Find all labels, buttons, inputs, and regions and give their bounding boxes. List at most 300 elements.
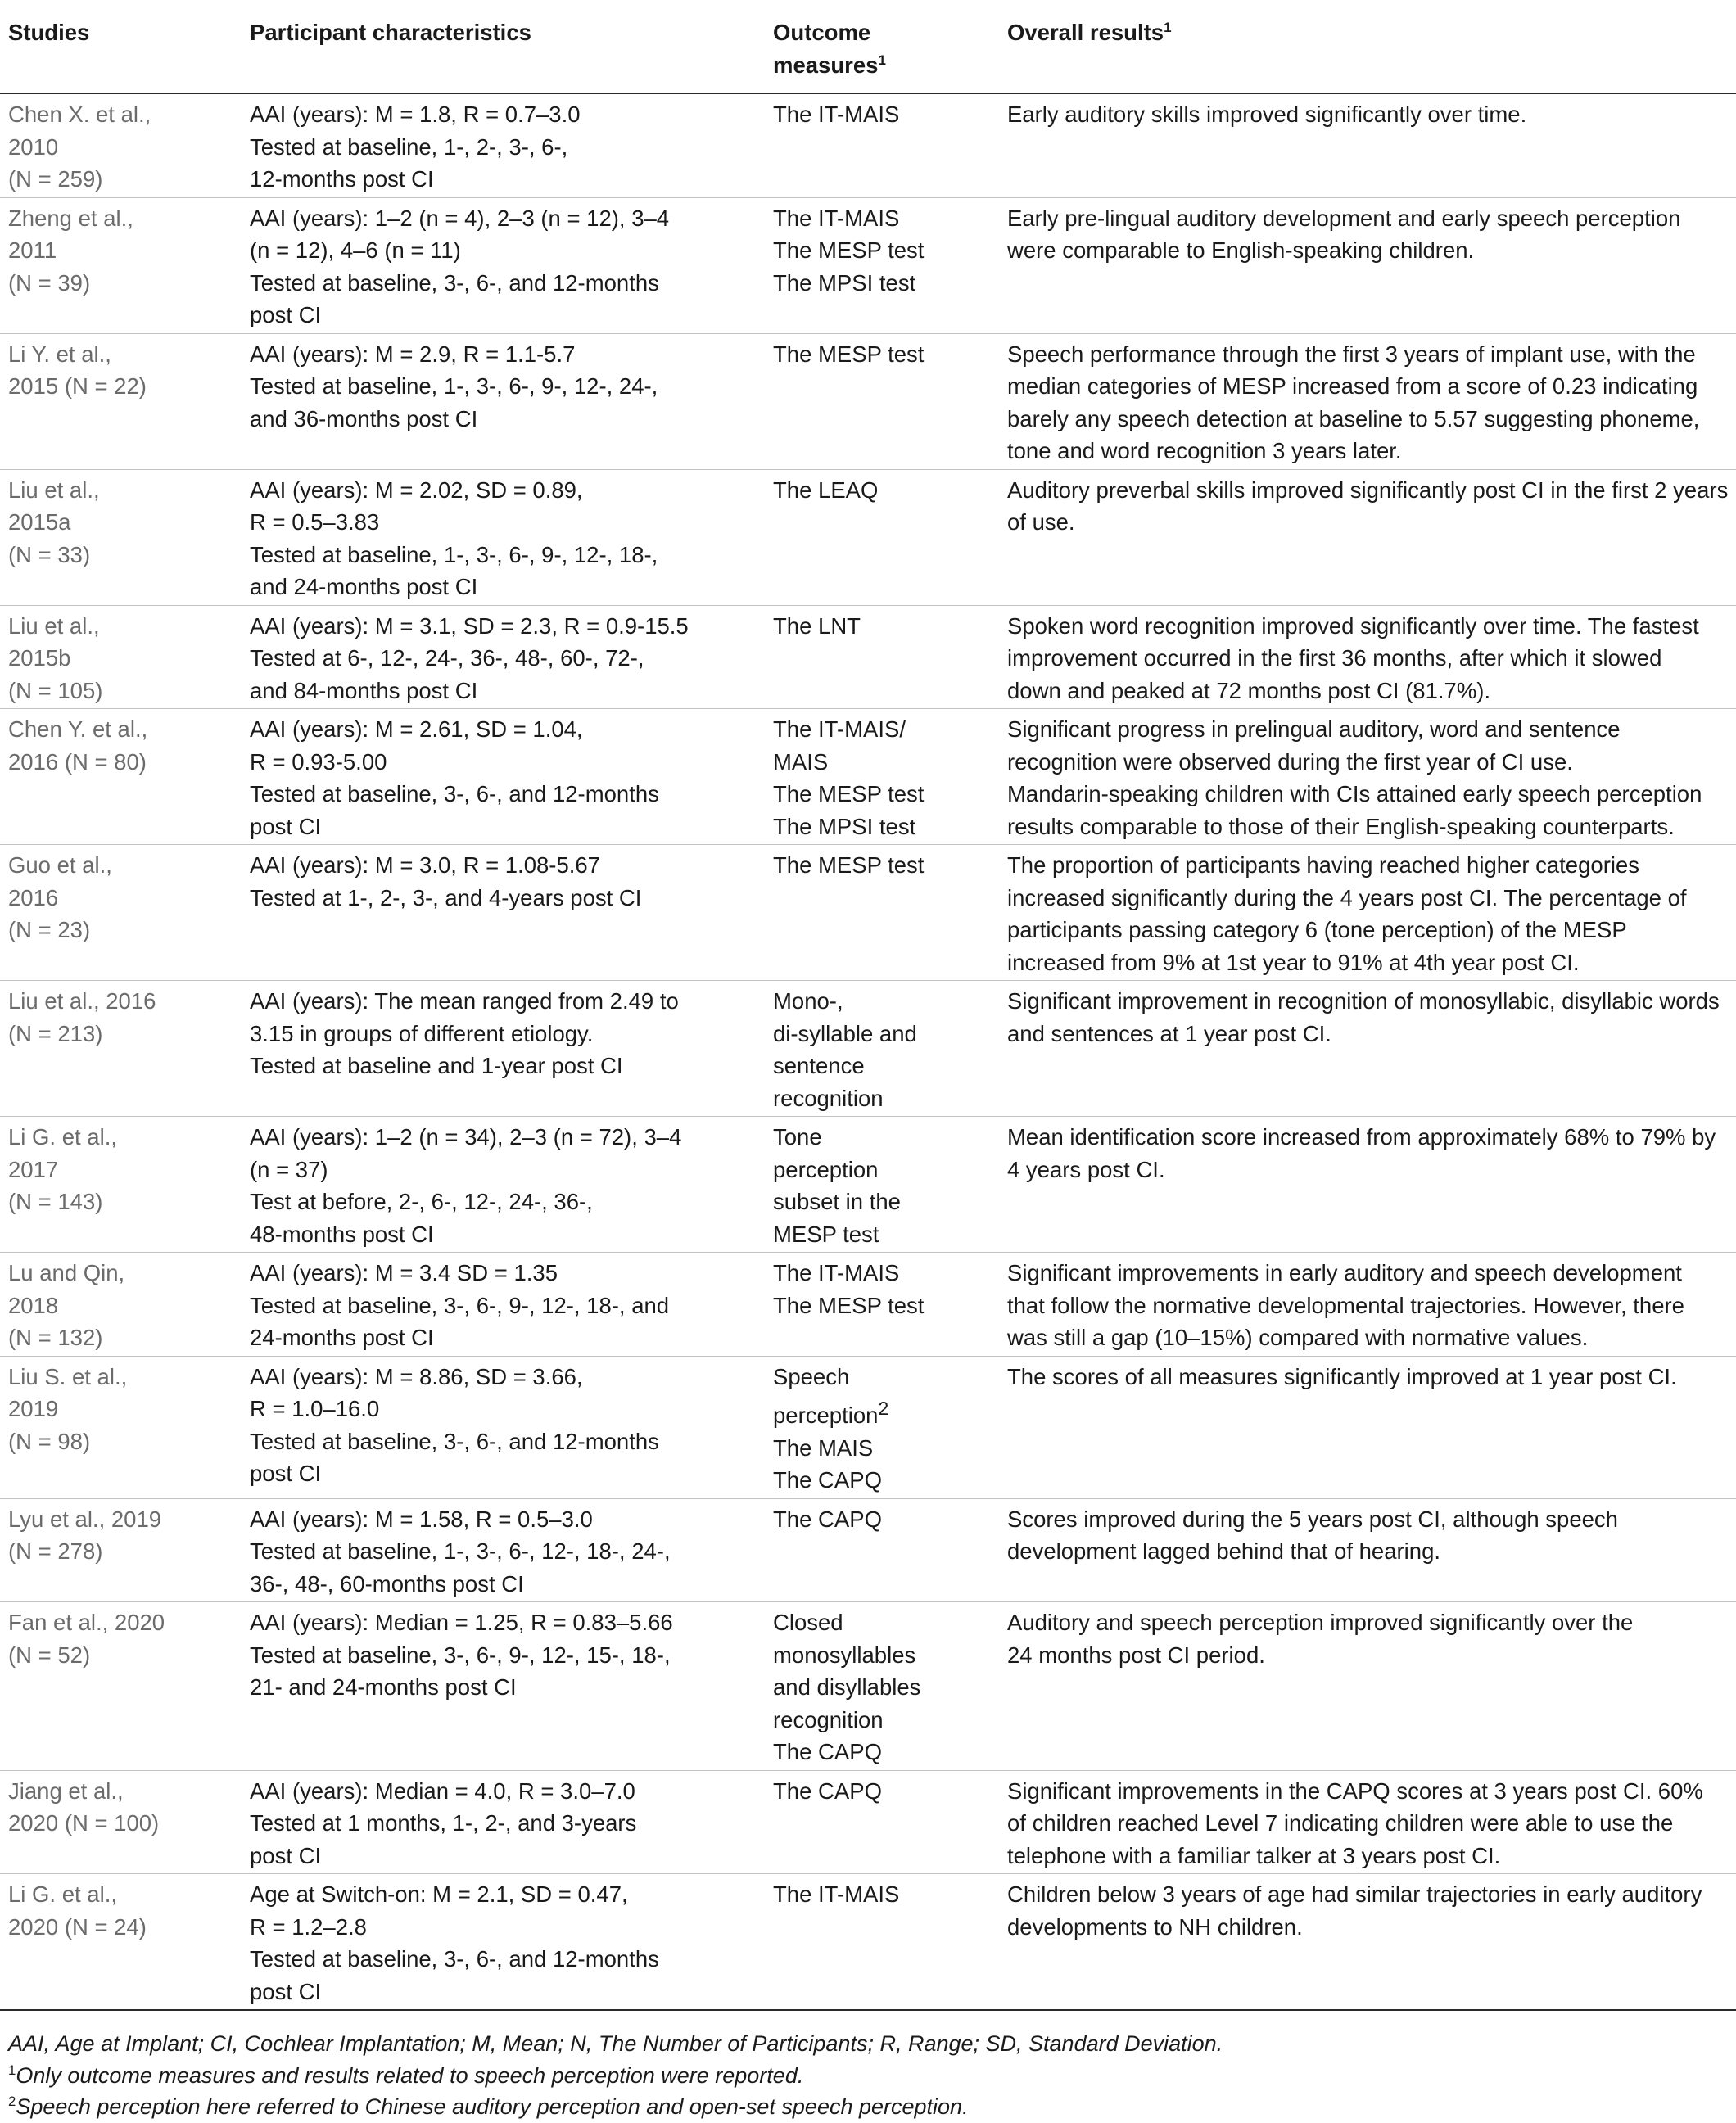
outcome-measures-line (773, 713, 999, 746)
participant-characteristics-text: and 84-months post CI (250, 677, 478, 703)
outcome-measures-line (773, 1704, 999, 1737)
outcome-measures-text: The CAPQ (773, 1739, 882, 1765)
study-citation-cell (0, 1602, 242, 1771)
participant-characteristics-text: R = 1.0–16.0 (250, 1396, 380, 1421)
participant-characteristics-text: AAI (years): M = 2.9, R = 1.1-5.7 (250, 341, 576, 367)
study-citation-line (8, 1321, 242, 1354)
overall-results-text: Mandarin-speaking children with CIs attained early speech perception (1007, 781, 1702, 806)
overall-results-text: Auditory and speech perception improved significantly over the (1007, 1610, 1634, 1636)
participant-characteristics-cell (242, 197, 765, 333)
participant-characteristics-line (250, 539, 765, 571)
study-citation-cell (0, 1770, 242, 1874)
study-citation-line (8, 163, 242, 196)
study-citation-text: Li G. et al., (8, 1124, 117, 1150)
overall-results-line (1007, 435, 1736, 468)
participant-characteristics-text: Tested at baseline, 3-, 6-, 9-, 12-, 15-, 18-, (250, 1642, 671, 1668)
participant-characteristics-cell (242, 469, 765, 605)
participant-characteristics-text: and 36-months post CI (250, 405, 478, 431)
study-citation-cell (0, 845, 242, 981)
outcome-measures-line (773, 1606, 999, 1639)
participant-characteristics-line (250, 882, 765, 915)
study-citation-text: Lu and Qin, (8, 1260, 125, 1285)
participant-characteristics-text: 21- and 24-months post CI (250, 1674, 517, 1701)
overall-results-cell (999, 1874, 1736, 2011)
outcome-measures-text: The LNT (773, 612, 861, 639)
outcome-measures-line (773, 1393, 999, 1432)
overall-results-line (1007, 746, 1736, 779)
outcome-measures-text: The MESP test (773, 852, 925, 878)
study-citation-line (8, 610, 242, 643)
table-row (0, 333, 1736, 469)
overall-results-text: down and peaked at 72 months post CI (81.7%). (1007, 677, 1491, 703)
overall-results-line (1007, 1639, 1736, 1672)
table-row (0, 981, 1736, 1117)
study-citation-text: 2020 (N = 24) (8, 1913, 147, 1940)
participant-characteristics-line (250, 778, 765, 811)
study-citation-line (8, 713, 242, 746)
footnote-2 (8, 2091, 1728, 2123)
study-citation-line (8, 234, 242, 267)
outcome-measures-cell (765, 709, 999, 845)
overall-results-text: developments to NH children. (1007, 1913, 1303, 1940)
outcome-measures-line (773, 1186, 999, 1218)
outcome-measures-line (773, 1464, 999, 1497)
study-citation-text: (N = 213) (8, 1020, 103, 1046)
overall-results-text: Scores improved during the 5 years post CI, although speech (1007, 1506, 1618, 1532)
outcome-measures-text: The IT-MAIS/ (773, 716, 906, 742)
participant-characteristics-cell (242, 605, 765, 709)
participant-characteristics-line (250, 1361, 765, 1394)
footnote-2-marker: 2 (8, 2094, 16, 2109)
overall-results-text: Spoken word recognition improved significantly over time. The fastest (1007, 612, 1699, 639)
table-row (0, 845, 1736, 981)
overall-results-line (1007, 1018, 1736, 1050)
participant-characteristics-line (250, 267, 765, 300)
study-citation-line (8, 882, 242, 915)
study-citation-text: Liu et al., 2016 (8, 988, 156, 1014)
overall-results-text: increased from 9% at 1st year to 91% at 4th year post CI. (1007, 949, 1580, 975)
study-citation-line (8, 1018, 242, 1050)
study-citation-text: (N = 132) (8, 1325, 103, 1350)
study-citation-line (8, 98, 242, 131)
outcome-measures-text: The MESP test (773, 237, 925, 263)
study-citation-cell (0, 469, 242, 605)
header-studies (0, 0, 242, 93)
outcome-measures-line (773, 1050, 999, 1082)
study-citation-text: (N = 259) (8, 166, 103, 192)
study-citation-line (8, 539, 242, 571)
study-citation-line (8, 642, 242, 675)
study-citation-line (8, 849, 242, 882)
participant-characteristics-line (250, 299, 765, 332)
outcome-measures-line (773, 610, 999, 643)
table-row (0, 1498, 1736, 1602)
participant-characteristics-text: post CI (250, 1842, 322, 1868)
participant-characteristics-text: AAI (years): M = 3.4 SD = 1.35 (250, 1260, 558, 1285)
outcome-measures-cell (765, 469, 999, 605)
table-row (0, 1253, 1736, 1357)
overall-results-cell (999, 1602, 1736, 1771)
outcome-measures-text: The MESP test (773, 781, 925, 806)
overall-results-cell (999, 1356, 1736, 1498)
overall-results-line (1007, 811, 1736, 843)
overall-results-cell (999, 1770, 1736, 1874)
study-citation-line (8, 675, 242, 707)
overall-results-line (1007, 1911, 1736, 1944)
participant-characteristics-cell (242, 1602, 765, 1771)
overall-results-line (1007, 234, 1736, 267)
participant-characteristics-text: AAI (years): The mean ranged from 2.49 to (250, 988, 679, 1014)
table-row (0, 1602, 1736, 1771)
overall-results-line (1007, 675, 1736, 707)
participant-characteristics-text: Tested at baseline, 1-, 2-, 3-, 6-, (250, 133, 568, 160)
participant-characteristics-text: Tested at 1-, 2-, 3-, and 4-years post CI (250, 884, 642, 910)
overall-results-text: The proportion of participants having reached higher categories (1007, 852, 1640, 878)
participant-characteristics-line (250, 1018, 765, 1050)
overall-results-line (1007, 713, 1736, 746)
participant-characteristics-cell (242, 1253, 765, 1357)
study-citation-text: 2018 (8, 1292, 59, 1318)
study-citation-cell (0, 93, 242, 197)
overall-results-text: median categories of MESP increased from a score of 0.23 indicating (1007, 373, 1698, 399)
study-citation-line (8, 370, 242, 403)
overall-results-cell (999, 709, 1736, 845)
study-citation-line (8, 474, 242, 507)
participant-characteristics-line (250, 713, 765, 746)
outcome-measures-line (773, 1361, 999, 1394)
study-citation-text: (N = 33) (8, 541, 91, 567)
header-participants-label: Participant characteristics (250, 20, 531, 45)
participant-characteristics-text: Tested at baseline and 1-year post CI (250, 1053, 623, 1078)
header-studies-label: Studies (8, 20, 90, 45)
participant-characteristics-text: Tested at 1 months, 1-, 2-, and 3-years (250, 1810, 637, 1836)
participant-characteristics-text: and 24-months post CI (250, 574, 478, 599)
overall-results-cell (999, 845, 1736, 981)
study-citation-text: 2015b (8, 645, 71, 671)
study-citation-cell (0, 197, 242, 333)
participant-characteristics-line (250, 234, 765, 267)
outcome-measures-text: The MPSI test (773, 269, 916, 296)
overall-results-text: telephone with a familiar talker at 3 years post CI. (1007, 1842, 1501, 1868)
participant-characteristics-line (250, 474, 765, 507)
overall-results-text: were comparable to English-speaking children. (1007, 237, 1475, 263)
study-citation-cell (0, 1117, 242, 1253)
outcome-measures-text: perception (773, 1156, 879, 1182)
study-citation-text: Jiang et al., (8, 1777, 124, 1804)
overall-results-line (1007, 1290, 1736, 1322)
overall-results-line (1007, 849, 1736, 882)
outcome-measures-text: Closed (773, 1610, 843, 1636)
header-outcomes (765, 0, 999, 93)
overall-results-text: The scores of all measures significantly improved at 1 year post CI. (1007, 1363, 1677, 1389)
participant-characteristics-text: 24-months post CI (250, 1325, 434, 1350)
participant-characteristics-text: AAI (years): M = 1.58, R = 0.5–3.0 (250, 1506, 593, 1532)
overall-results-text: 4 years post CI. (1007, 1156, 1165, 1182)
study-citation-line (8, 1878, 242, 1911)
overall-results-text: barely any speech detection at baseline to 5.57 suggesting phoneme, (1007, 405, 1700, 431)
participant-characteristics-text: AAI (years): Median = 1.25, R = 0.83–5.66 (250, 1610, 673, 1636)
overall-results-line (1007, 1321, 1736, 1354)
overall-results-cell (999, 1253, 1736, 1357)
outcome-measures-line (773, 1432, 999, 1465)
study-citation-line (8, 1121, 242, 1154)
overall-results-line (1007, 1154, 1736, 1186)
study-citation-line (8, 202, 242, 235)
table-row (0, 1356, 1736, 1498)
overall-results-cell (999, 981, 1736, 1117)
study-citation-text: (N = 23) (8, 917, 91, 942)
study-citation-text: Lyu et al., 2019 (8, 1506, 162, 1532)
overall-results-text: Significant progress in prelingual auditory, word and sentence (1007, 716, 1621, 742)
participant-characteristics-line (250, 1911, 765, 1944)
participant-characteristics-line (250, 131, 765, 164)
overall-results-line (1007, 778, 1736, 811)
outcome-measures-line (773, 338, 999, 371)
footnote-1 (8, 2060, 1728, 2092)
outcome-measures-text: The CAPQ (773, 1467, 882, 1493)
overall-results-cell (999, 1498, 1736, 1602)
study-citation-text: (N = 278) (8, 1538, 103, 1565)
participant-characteristics-line (250, 1943, 765, 1976)
participant-characteristics-line (250, 1878, 765, 1911)
outcome-measures-line (773, 1671, 999, 1704)
overall-results-cell (999, 93, 1736, 197)
participant-characteristics-line (250, 1840, 765, 1872)
study-citation-text: Liu et al., (8, 477, 100, 503)
overall-results-text: Auditory preverbal skills improved significantly post CI in the first 2 years (1007, 477, 1729, 503)
overall-results-line (1007, 98, 1736, 131)
study-citation-line (8, 338, 242, 371)
overall-results-text: Mean identification score increased from approximately 68% to 79% by (1007, 1124, 1716, 1150)
study-citation-cell (0, 709, 242, 845)
footnote-ref-1: 1 (878, 52, 886, 68)
study-citation-line (8, 1393, 242, 1425)
participant-characteristics-text: Tested at 6-, 12-, 24-, 36-, 48-, 60-, 72-, (250, 645, 644, 671)
outcome-measures-cell (765, 1602, 999, 1771)
study-citation-line (8, 1257, 242, 1290)
study-citation-cell (0, 1874, 242, 2011)
participant-characteristics-text: AAI (years): M = 1.8, R = 0.7–3.0 (250, 102, 581, 127)
overall-results-line (1007, 946, 1736, 979)
participant-characteristics-text: AAI (years): M = 2.02, SD = 0.89, (250, 477, 583, 503)
participant-characteristics-line (250, 163, 765, 196)
overall-results-line (1007, 985, 1736, 1018)
study-citation-line (8, 1290, 242, 1322)
study-citation-text: Li G. et al., (8, 1881, 117, 1908)
participant-characteristics-line (250, 1425, 765, 1458)
outcome-measures-line (773, 849, 999, 882)
outcome-measures-cell (765, 1356, 999, 1498)
participant-characteristics-line (250, 1457, 765, 1490)
header-outcomes-label-line1: Outcome (773, 20, 871, 45)
study-citation-text: Fan et al., 2020 (8, 1610, 165, 1636)
participant-characteristics-line (250, 675, 765, 707)
participant-characteristics-line (250, 1393, 765, 1425)
outcome-measures-cell (765, 981, 999, 1117)
participant-characteristics-line (250, 1807, 765, 1840)
outcome-measures-text: Tone (773, 1124, 822, 1150)
outcome-measures-line (773, 1775, 999, 1808)
participant-characteristics-line (250, 642, 765, 675)
outcome-measures-line (773, 1018, 999, 1050)
overall-results-text: results comparable to those of their English-speaking counterparts. (1007, 813, 1675, 839)
overall-results-cell (999, 1117, 1736, 1253)
overall-results-text: of use. (1007, 509, 1075, 535)
study-citation-text: 2019 (8, 1396, 59, 1421)
participant-characteristics-line (250, 1121, 765, 1154)
outcome-measures-cell (765, 1498, 999, 1602)
overall-results-text: recognition were observed during the first year of CI use. (1007, 748, 1573, 775)
overall-results-line (1007, 338, 1736, 371)
table-body (0, 93, 1736, 2010)
study-citation-line (8, 1775, 242, 1808)
study-citation-text: 2020 (N = 100) (8, 1810, 160, 1836)
participant-characteristics-text: post CI (250, 1461, 322, 1486)
participant-characteristics-line (250, 1503, 765, 1536)
participant-characteristics-line (250, 1535, 765, 1568)
outcome-measures-text: and disyllables (773, 1674, 921, 1701)
participant-characteristics-text: AAI (years): M = 8.86, SD = 3.66, (250, 1363, 583, 1389)
study-citation-text: (N = 52) (8, 1642, 91, 1668)
participant-characteristics-text: (n = 37) (250, 1156, 328, 1182)
outcome-measures-text: perception (773, 1403, 879, 1429)
outcome-measures-text: recognition (773, 1085, 884, 1111)
outcome-measures-text: The LEAQ (773, 477, 879, 503)
participant-characteristics-line (250, 1606, 765, 1639)
participant-characteristics-line (250, 985, 765, 1018)
participant-characteristics-line (250, 1050, 765, 1082)
study-citation-line (8, 1807, 242, 1840)
outcome-measures-text: The IT-MAIS (773, 1260, 900, 1285)
outcome-measures-line (773, 811, 999, 843)
participant-characteristics-line (250, 1568, 765, 1601)
outcome-measures-line (773, 985, 999, 1018)
overall-results-text: participants passing category 6 (tone perception) of the MESP (1007, 917, 1627, 942)
participant-characteristics-line (250, 338, 765, 371)
participant-characteristics-cell (242, 1498, 765, 1602)
outcome-measures-line (773, 1878, 999, 1911)
overall-results-line (1007, 202, 1736, 235)
outcome-measures-cell (765, 1253, 999, 1357)
outcome-measures-line (773, 1154, 999, 1186)
outcome-measures-text: sentence (773, 1053, 865, 1078)
participant-characteristics-text: Tested at baseline, 1-, 3-, 6-, 12-, 18-, 24-, (250, 1538, 671, 1565)
participant-characteristics-line (250, 1775, 765, 1808)
footnote-ref-2: 2 (878, 1398, 889, 1419)
participant-characteristics-cell (242, 709, 765, 845)
study-citation-cell (0, 981, 242, 1117)
study-citation-text: 2015 (N = 22) (8, 373, 147, 399)
outcome-measures-line (773, 267, 999, 300)
table-footnotes (8, 2028, 1728, 2123)
participant-characteristics-text: Tested at baseline, 1-, 3-, 6-, 9-, 12-, 24-, (250, 373, 658, 399)
study-citation-text: (N = 98) (8, 1428, 91, 1454)
overall-results-cell (999, 333, 1736, 469)
study-citation-text: Zheng et al., (8, 205, 133, 231)
overall-results-line (1007, 1257, 1736, 1290)
overall-results-line (1007, 610, 1736, 643)
participant-characteristics-text: AAI (years): Median = 4.0, R = 3.0–7.0 (250, 1777, 635, 1804)
overall-results-text: Speech performance through the first 3 years of implant use, with the (1007, 341, 1696, 367)
participant-characteristics-cell (242, 1874, 765, 2011)
study-citation-text: 2011 (8, 237, 57, 263)
outcome-measures-cell (765, 1874, 999, 2011)
participant-characteristics-cell (242, 1770, 765, 1874)
overall-results-cell (999, 605, 1736, 709)
study-citation-line (8, 1425, 242, 1458)
study-citation-text: (N = 39) (8, 269, 91, 296)
overall-results-cell (999, 197, 1736, 333)
study-citation-line (8, 985, 242, 1018)
study-citation-text: (N = 105) (8, 677, 103, 703)
study-citation-text: Liu et al., (8, 612, 100, 639)
table-row (0, 469, 1736, 605)
participant-characteristics-text: Test at before, 2-, 6-, 12-, 24-, 36-, (250, 1189, 593, 1214)
study-citation-line (8, 1361, 242, 1394)
outcome-measures-text: The IT-MAIS (773, 205, 900, 231)
overall-results-line (1007, 1775, 1736, 1808)
overall-results-text: 24 months post CI period. (1007, 1642, 1265, 1668)
participant-characteristics-line (250, 1321, 765, 1354)
overall-results-line (1007, 403, 1736, 436)
participant-characteristics-line (250, 202, 765, 235)
table-row (0, 1874, 1736, 2011)
outcome-measures-cell (765, 93, 999, 197)
outcome-measures-text: The IT-MAIS (773, 1881, 900, 1908)
participant-characteristics-line (250, 1290, 765, 1322)
participant-characteristics-line (250, 403, 765, 436)
participant-characteristics-line (250, 746, 765, 779)
participant-characteristics-text: Age at Switch-on: M = 2.1, SD = 0.47, (250, 1881, 628, 1908)
participant-characteristics-text: Tested at baseline, 3-, 6-, 9-, 12-, 18-, and (250, 1292, 670, 1318)
overall-results-text: that follow the normative developmental trajectories. However, there (1007, 1292, 1684, 1318)
study-citation-line (8, 267, 242, 300)
table-row (0, 709, 1736, 845)
study-citation-cell (0, 1253, 242, 1357)
participant-characteristics-cell (242, 1356, 765, 1498)
overall-results-line (1007, 370, 1736, 403)
outcome-measures-line (773, 1082, 999, 1115)
participant-characteristics-line (250, 1218, 765, 1251)
overall-results-line (1007, 474, 1736, 507)
outcome-measures-text: Speech (773, 1363, 850, 1389)
outcome-measures-line (773, 1503, 999, 1536)
study-citation-line (8, 1186, 242, 1218)
overall-results-text: Significant improvement in recognition of monosyllabic, disyllabic words (1007, 988, 1720, 1014)
outcome-measures-line (773, 1736, 999, 1768)
overall-results-line (1007, 1807, 1736, 1840)
overall-results-text: increased significantly during the 4 years post CI. The percentage of (1007, 884, 1687, 910)
participant-characteristics-text: AAI (years): M = 3.1, SD = 2.3, R = 0.9-15.5 (250, 612, 689, 639)
study-citation-cell (0, 333, 242, 469)
participant-characteristics-line (250, 1257, 765, 1290)
overall-results-line (1007, 1121, 1736, 1154)
overall-results-text: Significant improvements in early auditory and speech development (1007, 1260, 1682, 1285)
participant-characteristics-cell (242, 981, 765, 1117)
participant-characteristics-text: 12-months post CI (250, 166, 434, 192)
study-citation-text: 2010 (8, 133, 59, 160)
overall-results-line (1007, 1503, 1736, 1536)
overall-results-text: of children reached Level 7 indicating children were able to use the (1007, 1810, 1674, 1836)
overall-results-line (1007, 1878, 1736, 1911)
participant-characteristics-text: AAI (years): 1–2 (n = 4), 2–3 (n = 12), 3–4 (250, 205, 670, 231)
footnote-1-text: Only outcome measures and results related to speech perception were reported. (16, 2062, 804, 2088)
participant-characteristics-line (250, 506, 765, 539)
outcome-measures-text: subset in the (773, 1189, 901, 1214)
study-citation-line (8, 131, 242, 164)
outcome-measures-text: The CAPQ (773, 1777, 882, 1804)
participant-characteristics-line (250, 571, 765, 603)
